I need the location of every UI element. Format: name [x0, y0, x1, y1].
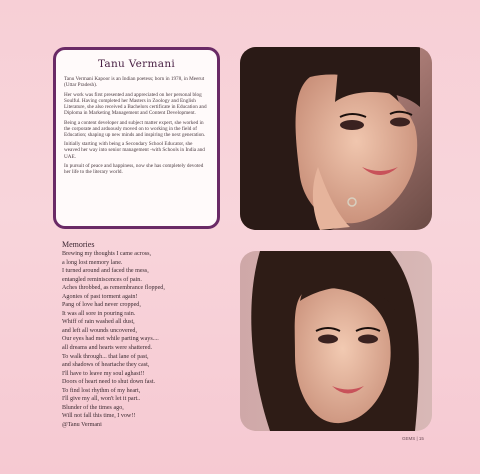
poem-line: I'll have to leave my soul aghast!! — [62, 370, 145, 377]
poem-line: Aches throbbed, as remembrance flopped, — [62, 285, 165, 292]
bio-paragraph: Tanu Vermani Kapoor is an Indian poetess; born in 1978, in Meerut (Uttar Pradesh). — [64, 76, 205, 89]
bio-title: Tanu Vermani — [97, 58, 176, 70]
poem-title: Memories — [62, 240, 95, 249]
poem-line: It was all sore in pouring rain. — [62, 310, 136, 317]
poem-line: and shadows of heartache they cast, — [62, 362, 150, 369]
poem-line: entangled reminiscences of pain. — [62, 276, 142, 283]
bio-card — [53, 47, 220, 229]
bio-paragraph: In pursuit of peace and happiness, now she has completely devoted her life to the literary world. — [64, 163, 204, 176]
page-number: GEMS | 15 — [402, 436, 424, 441]
poem-line: To find lost rhythm of my heart, — [62, 387, 141, 394]
poem-line: Brewing my thoughts I came across, — [62, 251, 152, 257]
poem-line: I turned around and faced the mess, — [62, 268, 149, 275]
poem — [62, 240, 232, 429]
poem-line: Blunder of the times ago, — [62, 404, 124, 411]
bio-paragraph: Being a content developer and subject matter expert, she worked in the corporate and arduously moved on to working in the field of Education; shaping up new minds and inspiring the next generation. — [64, 119, 206, 138]
poem-line: Our eyes had met while parting ways.... — [62, 336, 159, 343]
poem-line: all dreams and hearts were shattered. — [62, 345, 153, 352]
poem-line: I'll give my all, won't let it part.. — [62, 396, 141, 403]
bio-paragraph: Initially starting with being a Secondary School Educator, she weaved her way into senior management -with Schools in India and UAE. — [64, 141, 205, 160]
poem-line: and left all wounds uncovered, — [62, 327, 137, 334]
author-photo-bottom — [240, 251, 432, 431]
poem-line: To walk through... that lane of past, — [62, 353, 149, 360]
poem-line: Doors of heart need to shut down fast. — [62, 379, 156, 386]
poem-signature: @Tanu Vermani — [62, 421, 102, 428]
poem-line: Will not fall this time, I vow!! — [62, 413, 136, 420]
poem-line: Whiff of rain washed all dust, — [62, 319, 135, 326]
poem-line: Agonies of past torment again! — [62, 293, 138, 300]
poem-line: a long lost memory lane. — [62, 259, 123, 266]
bio-paragraph: Her work was first presented and appreciated on her personal blog Soulful. Having completed her Masters in Zoology and English Literature, she also received a Bachelors certificate in Education and Diploma in Marketing Management and Content Development. — [64, 91, 207, 116]
author-photo-top — [240, 47, 432, 230]
poem-line: Pang of love had never cropped, — [62, 302, 141, 309]
